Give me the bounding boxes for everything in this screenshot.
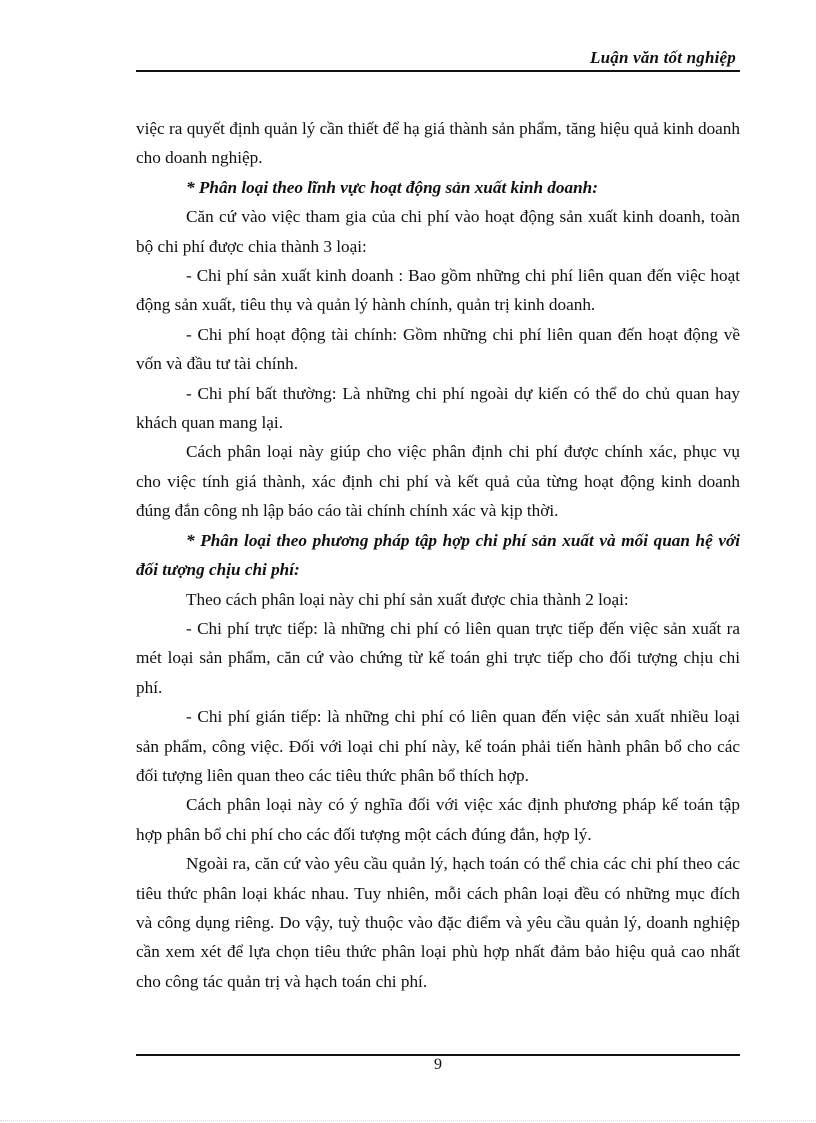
list-item: - Chi phí bất thường: Là những chi phí ngoài dự kiến có thể do chủ quan hay khách quan mang lại. [136, 383, 740, 433]
paragraph: Theo cách phân loại này chi phí sản xuất được chia thành 2 loại: [186, 589, 629, 609]
page-number: 9 [434, 1056, 442, 1073]
section-heading-business-field: * Phân loại theo lĩnh vực hoạt động sản xuất kinh doanh: [186, 177, 598, 197]
header-rule [136, 70, 740, 72]
page-edge-dotted-line [0, 1120, 816, 1121]
paragraph: Căn cứ vào việc tham gia của chi phí vào hoạt động sản xuất kinh doanh, toàn bộ chi phí được chia thành 3 loại: [136, 207, 740, 256]
document-body [136, 114, 740, 996]
paragraph: Cách phân loại này giúp cho việc phân định chi phí được chính xác, phục vụ cho việc tính giá thành, xác định chi phí và kết quả của từng hoạt động kinh doanh đúng đắn công nh lập báo cáo tài chính chính xác và kịp thời. [136, 442, 740, 521]
list-item: - Chi phí hoạt động tài chính: Gồm những chi phí liên quan đến hoạt động về vốn và đầu tư tài chính. [136, 324, 740, 374]
list-item: - Chi phí gián tiếp: là những chi phí có liên quan đến việc sản xuất nhiều loại sản phẩm, công việc. Đối với loại chi phí này, kế toán phải tiến hành phân bổ cho các đối tượng liên quan theo các tiêu thức phân bổ thích hợp. [136, 707, 740, 785]
list-item: - Chi phí trực tiếp: là những chi phí có liên quan trực tiếp đến việc sản xuất ra mét loại sản phẩm, căn cứ vào chứng từ kế toán ghi trực tiếp cho đối tượng chịu chi phí. [136, 618, 740, 697]
section-heading-cost-method: * Phân loại theo phương pháp tập hợp chi phí sản xuất và mối quan hệ với đối tượng chịu chi phí: [136, 530, 740, 580]
paragraph: Ngoài ra, căn cứ vào yêu cầu quản lý, hạch toán có thể chia các chi phí theo các tiêu thức phân loại khác nhau. Tuy nhiên, mỗi cách phân loại đều có những mục đích và công dụng riêng. Do vậy, tuỳ thuộc vào đặc điểm và yêu cầu quản lý, doanh nghiệp cần xem xét để lựa chọn tiêu thức phân loại phù hợp nhất đảm bảo hiệu quả cao nhất cho công tác quản trị và hạch toán chi phí. [136, 854, 740, 991]
paragraph-continuation: việc ra quyết định quản lý cần thiết để hạ giá thành sản phẩm, tăng hiệu quả kinh doanh cho doanh nghiệp. [136, 119, 740, 168]
list-item: - Chi phí sản xuất kinh doanh : Bao gồm những chi phí liên quan đến việc hoạt động sản xuất, tiêu thụ và quản lý hành chính, quản trị kinh doanh. [136, 266, 740, 315]
running-header-title: Luận văn tốt nghiệp [590, 48, 736, 67]
paragraph: Cách phân loại này có ý nghĩa đối với việc xác định phương pháp kế toán tập hợp phân bổ chi phí cho các đối tượng một cách đúng đắn, hợp lý. [136, 795, 740, 844]
